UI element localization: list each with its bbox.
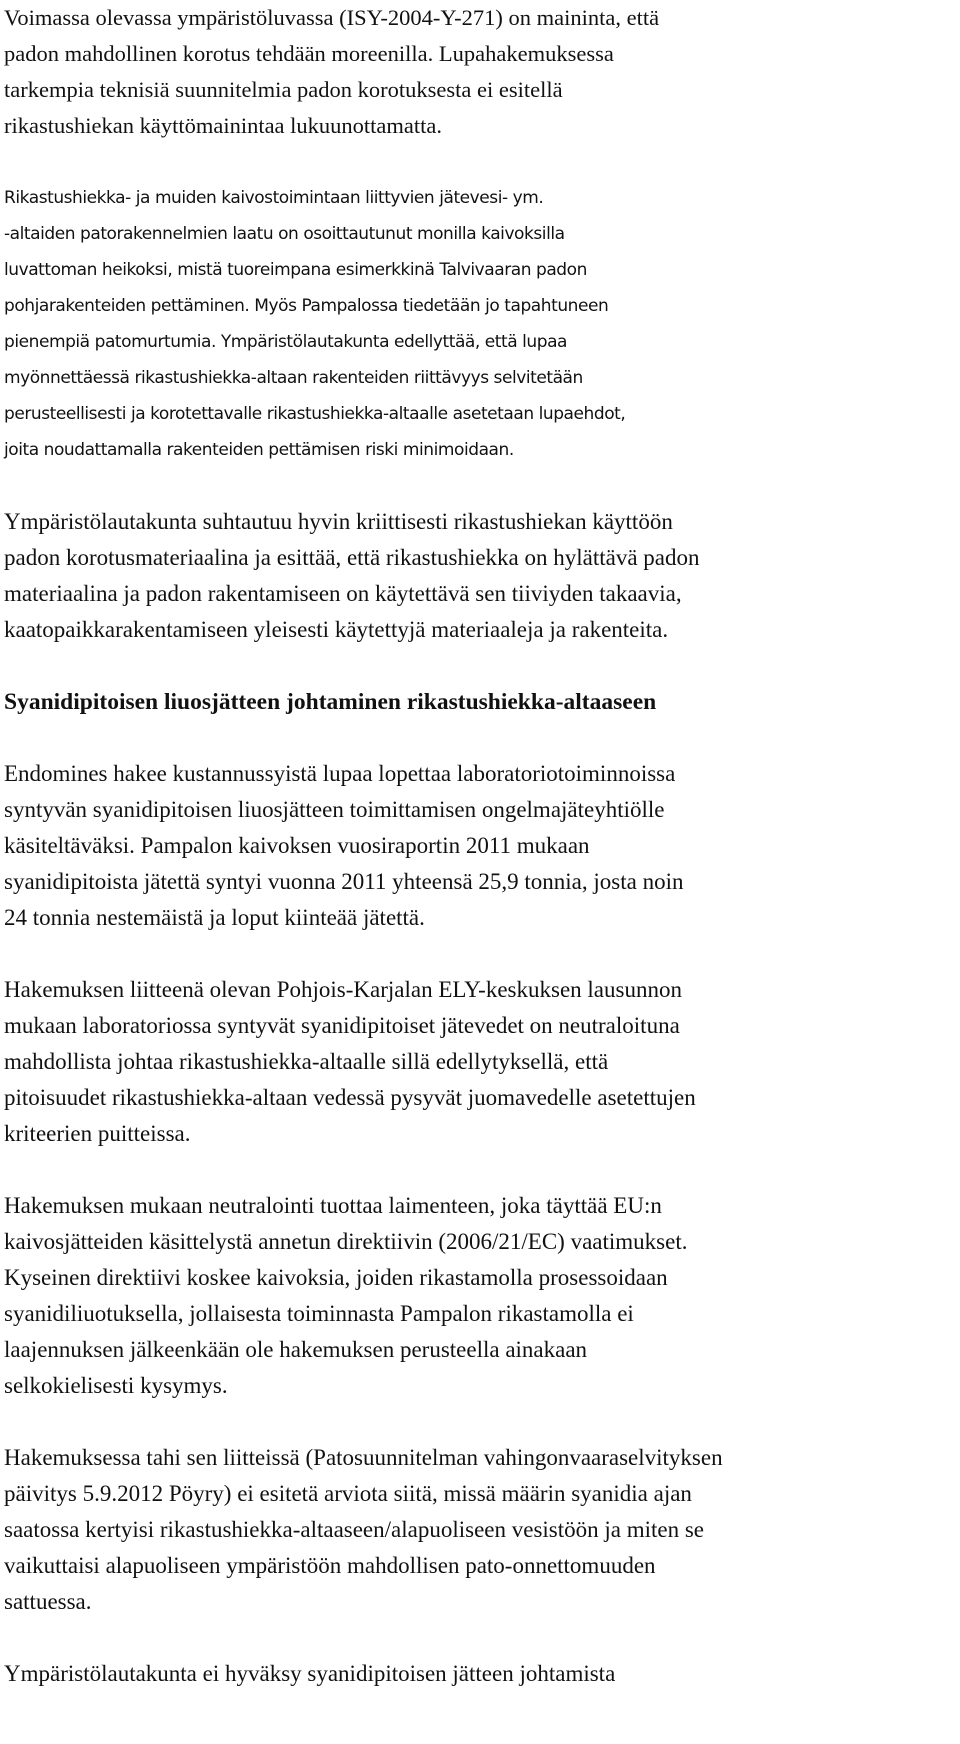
text-line: Endomines hakee kustannussyistä lupaa lopettaa laboratoriotoiminnoissa [4, 761, 676, 786]
text-line: Hakemuksen mukaan neutralointi tuottaa laimenteen, joka täyttää EU:n [4, 1193, 662, 1218]
paragraph-spacer [4, 1404, 956, 1440]
paragraph-spacer [4, 468, 956, 504]
text-line: myönnettäessä rikastushiekka-altaan rakenteiden riittävyys selvitetään [4, 368, 583, 388]
text-line: pienempiä patomurtumia. Ympäristölautakunta edellyttää, että lupaa [4, 332, 568, 352]
paragraph-spacer [4, 936, 956, 972]
paragraph-conclusion [4, 1656, 956, 1692]
text-line: kaivosjätteiden käsittelystä annetun direktiivin (2006/21/EC) vaatimukset. [4, 1229, 688, 1254]
text-line: rikastushiekan käyttömainintaa lukuunottamatta. [4, 113, 443, 138]
text-line: pohjarakenteiden pettäminen. Myös Pampalossa tiedetään jo tapahtuneen [4, 296, 609, 316]
paragraph-neutralisation [4, 1188, 956, 1404]
text-line: käsiteltäväksi. Pampalon kaivoksen vuosiraportin 2011 mukaan [4, 833, 590, 858]
text-line: vaikuttaisi alapuoliseen ympäristöön mahdollisen pato-onnettomuuden [4, 1553, 656, 1578]
text-line: kaatopaikkarakentamiseen yleisesti käytettyjä materiaaleja ja rakenteita. [4, 617, 669, 642]
text-line: materiaalina ja padon rakentamiseen on käytettävä sen tiiviyden takaavia, [4, 581, 682, 606]
text-line: Ympäristölautakunta suhtautuu hyvin kriittisesti rikastushiekan käyttöön [4, 509, 673, 534]
text-line: Rikastushiekka- ja muiden kaivostoimintaan liittyvien jätevesi- ym. [4, 188, 544, 208]
text-line: syanidipitoista jätettä syntyi vuonna 2011 yhteensä 25,9 tonnia, josta noin [4, 869, 684, 894]
text-line: padon mahdollinen korotus tehdään moreenilla. Lupahakemuksessa [4, 41, 614, 66]
paragraph-spacer [4, 1152, 956, 1188]
text-line: Kyseinen direktiivi koskee kaivoksia, joiden rikastamolla prosessoidaan [4, 1265, 668, 1290]
text-line: Hakemuksessa tahi sen liitteissä (Patosuunnitelman vahingonvaaraselvityksen [4, 1445, 723, 1470]
text-line: -altaiden patorakennelmien laatu on osoittautunut monilla kaivoksilla [4, 224, 565, 244]
text-line: saatossa kertyisi rikastushiekka-altaaseen/alapuoliseen vesistöön ja miten se [4, 1517, 705, 1542]
paragraph-existing-permit [4, 0, 956, 144]
text-line: joita noudattamalla rakenteiden pettämisen riski minimoidaan. [4, 440, 514, 460]
text-line: Hakemuksen liitteenä olevan Pohjois-Karjalan ELY-keskuksen lausunnon [4, 977, 682, 1002]
paragraph-spacer [4, 144, 956, 180]
text-line: 24 tonnia nestemäistä ja loput kiinteää jätettä. [4, 905, 425, 930]
paragraph-ely-statement [4, 972, 956, 1152]
text-line: tarkempia teknisiä suunnitelmia padon korotuksesta ei esitellä [4, 77, 563, 102]
text-line: perusteellisesti ja korotettavalle rikastushiekka-altaalle asetetaan lupaehdot, [4, 404, 626, 424]
document-page [4, 0, 956, 1692]
text-line: päivitys 5.9.2012 Pöyry) ei esitetä arviota siitä, missä määrin syanidia ajan [4, 1481, 692, 1506]
text-line: mukaan laboratoriossa syntyvät syanidipitoiset jätevedet on neutraloituna [4, 1013, 680, 1038]
text-line: Ympäristölautakunta ei hyväksy syanidipitoisen jätteen johtamista [4, 1661, 616, 1686]
text-line: syntyvän syanidipitoisen liuosjätteen toimittamisen ongelmajäteyhtiölle [4, 797, 665, 822]
text-line: Voimassa olevassa ympäristöluvassa (ISY-2004-Y-271) on maininta, että [4, 5, 660, 30]
paragraph-risk-assessment [4, 1440, 956, 1620]
paragraph-spacer [4, 720, 956, 756]
text-line: pitoisuudet rikastushiekka-altaan vedessä pysyvät juomavedelle asetettujen [4, 1085, 696, 1110]
paragraph-critical-stance [4, 504, 956, 648]
text-line: padon korotusmateriaalina ja esittää, että rikastushiekka on hylättävä padon [4, 545, 700, 570]
text-line: mahdollista johtaa rikastushiekka-altaalle sillä edellytyksellä, että [4, 1049, 609, 1074]
text-line: selkokielisesti kysymys. [4, 1373, 228, 1398]
text-line: luvattoman heikoksi, mistä tuoreimpana esimerkkinä Talvivaaran padon [4, 260, 587, 280]
paragraph-spacer [4, 648, 956, 684]
text-line: syanidiliuotuksella, jollaisesta toiminnasta Pampalon rikastamolla ei [4, 1301, 634, 1326]
text-line: sattuessa. [4, 1589, 92, 1614]
text-line: laajennuksen jälkeenkään ole hakemuksen perusteella ainakaan [4, 1337, 588, 1362]
paragraph-cyanide-application [4, 756, 956, 936]
paragraph-dam-quality [4, 180, 956, 468]
paragraph-spacer [4, 1620, 956, 1656]
text-line: kriteerien puitteissa. [4, 1121, 191, 1146]
section-heading: Syanidipitoisen liuosjätteen johtaminen rikastushiekka-altaaseen [4, 689, 657, 715]
